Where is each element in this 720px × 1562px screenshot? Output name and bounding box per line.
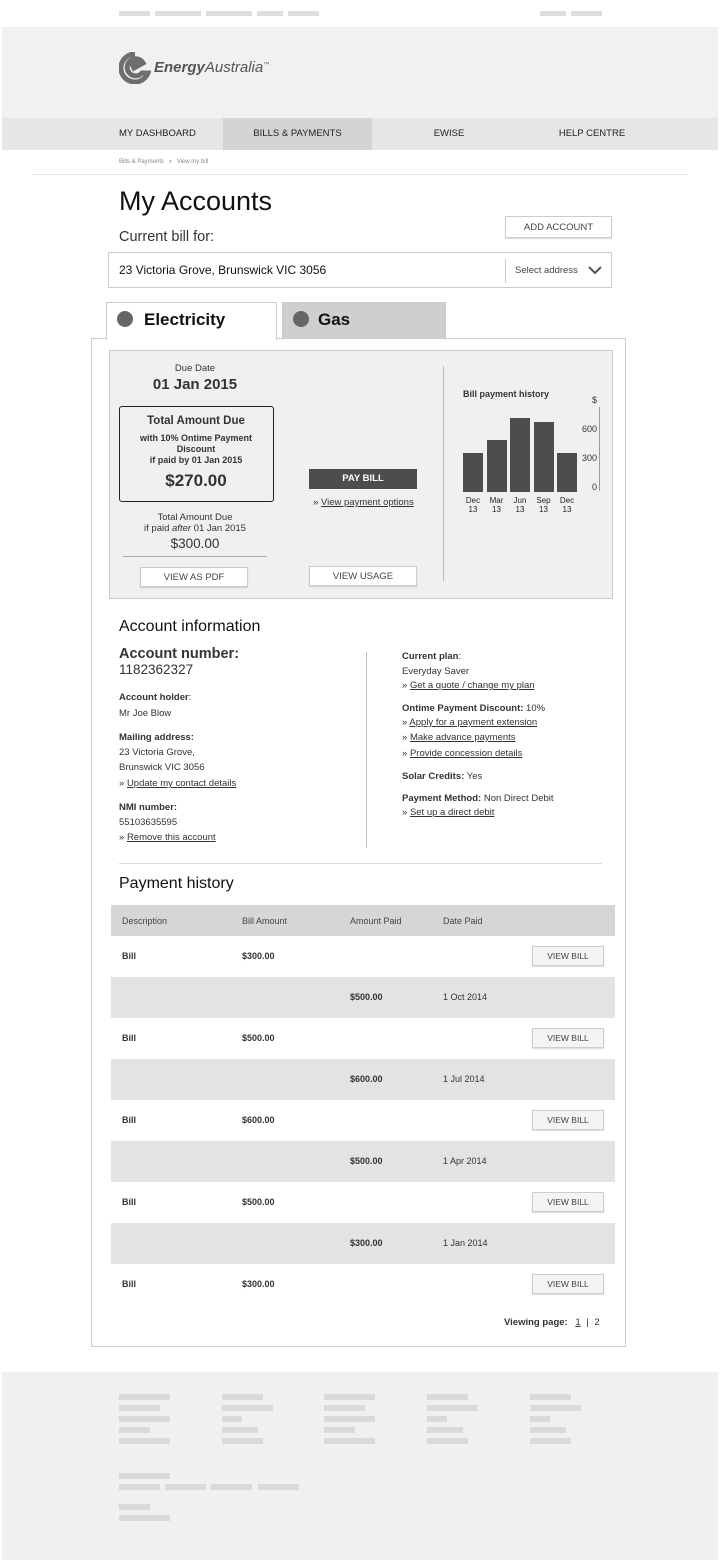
nmi-label: NMI number: xyxy=(119,802,178,813)
account-number: 1182362327 xyxy=(119,662,194,677)
update-contact: » Update my contact details xyxy=(119,778,237,789)
footer-link-placeholder[interactable] xyxy=(119,1427,150,1433)
chart-y-axis-label: $ xyxy=(592,395,598,405)
nav-item-help-centre[interactable]: HELP CENTRE xyxy=(558,128,626,139)
link-marker: » xyxy=(313,497,319,508)
column-header: Date Paid xyxy=(443,916,483,926)
divider xyxy=(32,174,688,175)
divider xyxy=(505,259,506,283)
footer-link-placeholder[interactable] xyxy=(119,1515,170,1521)
change-plan-link[interactable]: Get a quote / change my plan xyxy=(409,680,535,691)
utility-link-placeholder[interactable] xyxy=(540,11,566,16)
pagination xyxy=(504,1317,600,1328)
utility-link-placeholder[interactable] xyxy=(119,11,150,16)
total-due-title: Total Amount Due xyxy=(147,415,245,427)
x-tick-label: Dec xyxy=(465,496,481,505)
footer-link-placeholder[interactable] xyxy=(530,1427,566,1433)
site-footer xyxy=(2,1372,718,1560)
due-date-label: Due Date xyxy=(174,363,216,374)
footer-link-placeholder[interactable] xyxy=(222,1416,242,1422)
x-tick-label: Mar xyxy=(489,496,504,505)
chart-bar xyxy=(510,418,530,492)
x-tick-label: 13 xyxy=(492,505,501,514)
chart-bar xyxy=(487,440,507,492)
after-due-condition: if paid after 01 Jan 2015 xyxy=(144,523,246,534)
page-title: My Accounts xyxy=(119,186,273,216)
bill-summary xyxy=(109,350,613,599)
mailing-address-line: 23 Victoria Grove, xyxy=(119,747,195,758)
current-plan-label: Current plan: xyxy=(402,651,462,662)
utility-link-placeholder[interactable] xyxy=(155,11,201,16)
payment-extension: » Apply for a payment extension xyxy=(402,717,538,728)
table-row xyxy=(111,1182,615,1223)
x-tick-label: 13 xyxy=(562,505,572,514)
cell-description: Bill xyxy=(122,1115,137,1125)
cell-description: Bill xyxy=(122,1033,137,1043)
direct-debit: » Set up a direct debit xyxy=(402,807,495,818)
cell-date-paid: 1 Apr 2014 xyxy=(443,1156,487,1166)
column-header: Bill Amount xyxy=(242,916,288,926)
utility-link-placeholder[interactable] xyxy=(571,11,602,16)
footer-link-placeholder[interactable] xyxy=(119,1416,170,1422)
advance-payments-link[interactable]: Make advance payments xyxy=(409,732,516,743)
pagination-label: Viewing page: xyxy=(504,1317,568,1328)
address-selector[interactable] xyxy=(108,252,612,288)
change-plan: » Get a quote / change my plan xyxy=(402,680,535,691)
footer-link-placeholder[interactable] xyxy=(530,1416,550,1422)
view-bill-button[interactable]: VIEW BILL xyxy=(532,1028,604,1048)
cell-date-paid: 1 Jul 2014 xyxy=(443,1074,485,1084)
tab-label: Gas xyxy=(318,310,351,329)
electricity-dot-icon xyxy=(117,311,133,327)
table-row xyxy=(111,1018,615,1059)
discount-line: if paid by 01 Jan 2015 xyxy=(149,455,243,465)
table-row xyxy=(111,1059,615,1100)
footer-link-placeholder[interactable] xyxy=(427,1405,478,1411)
cell-date-paid: 1 Jan 2014 xyxy=(443,1238,488,1248)
footer-link-placeholder[interactable] xyxy=(324,1416,375,1422)
payment-method: Payment Method: Non Direct Debit xyxy=(402,793,554,804)
footer-link-placeholder[interactable] xyxy=(119,1438,170,1444)
account-holder: Mr Joe Blow xyxy=(119,708,172,719)
chart-y-axis xyxy=(599,407,600,491)
tab-gas[interactable] xyxy=(282,302,446,339)
cell-description: Bill xyxy=(122,1279,137,1289)
footer-link-placeholder[interactable] xyxy=(258,1484,299,1490)
divider xyxy=(443,366,444,581)
energyaustralia-e-logo-icon[interactable] xyxy=(119,52,151,84)
table-row xyxy=(111,977,615,1018)
footer-link-placeholder[interactable] xyxy=(211,1484,252,1490)
main-nav xyxy=(2,118,718,150)
cell-amount-paid: $500.00 xyxy=(350,992,383,1002)
direct-debit-link[interactable]: Set up a direct debit xyxy=(409,807,495,818)
view-payment-options-link[interactable]: View payment options xyxy=(320,497,414,508)
discount-line: with 10% Ontime Payment xyxy=(139,433,253,443)
cell-amount-paid: $500.00 xyxy=(350,1156,383,1166)
cell-description: Bill xyxy=(122,951,137,961)
payment-options xyxy=(313,497,414,508)
y-tick-label: 300 xyxy=(581,453,597,463)
payment-history-heading: Payment history xyxy=(119,875,234,892)
footer-link-placeholder[interactable] xyxy=(119,1484,160,1490)
footer-link-placeholder[interactable] xyxy=(530,1438,571,1444)
discounted-amount: $270.00 xyxy=(165,471,227,490)
column-header: Description xyxy=(122,916,168,926)
footer-link-placeholder[interactable] xyxy=(324,1394,375,1400)
utility-link-placeholder[interactable] xyxy=(288,11,319,16)
footer-link-placeholder[interactable] xyxy=(324,1438,375,1444)
discount-amount-box xyxy=(119,406,274,502)
breadcrumb-separator: » xyxy=(168,159,173,165)
view-usage-button[interactable]: VIEW USAGE xyxy=(309,566,417,586)
cell-bill-amount: $300.00 xyxy=(242,1279,275,1289)
footer-link-placeholder[interactable] xyxy=(119,1504,150,1510)
table-row xyxy=(111,1223,615,1264)
address-value: 23 Victoria Grove, Brunswick VIC 3056 xyxy=(119,263,327,277)
footer-link-placeholder[interactable] xyxy=(324,1405,365,1411)
tab-electricity[interactable] xyxy=(106,302,277,340)
update-contact-link[interactable]: Update my contact details xyxy=(126,778,237,789)
table-row xyxy=(111,1100,615,1141)
chart-bar xyxy=(557,453,577,492)
footer-link-placeholder[interactable] xyxy=(530,1394,571,1400)
breadcrumb xyxy=(119,159,208,165)
site-header xyxy=(2,27,718,118)
payment-extension-link[interactable]: Apply for a payment extension xyxy=(409,717,538,728)
chart-title: Bill payment history xyxy=(463,389,550,399)
ontime-discount: Ontime Payment Discount: 10% xyxy=(402,703,546,714)
cell-bill-amount: $500.00 xyxy=(242,1033,275,1043)
divider xyxy=(366,652,367,848)
footer-link-placeholder[interactable] xyxy=(222,1438,263,1444)
account-info-heading: Account information xyxy=(119,618,261,635)
remove-account-link[interactable]: Remove this account xyxy=(126,832,216,843)
nmi-number: 55103635595 xyxy=(119,817,178,828)
current-bill-label: Current bill for: xyxy=(119,229,215,245)
pay-bill-button[interactable]: PAY BILL xyxy=(309,469,417,489)
x-tick-label: Sep xyxy=(536,496,551,505)
footer-link-placeholder[interactable] xyxy=(427,1427,463,1433)
utility-link-placeholder[interactable] xyxy=(206,11,252,16)
cell-date-paid: 1 Oct 2014 xyxy=(443,992,488,1002)
concession-link[interactable]: Provide concession details xyxy=(409,748,523,759)
utility-bar xyxy=(0,0,720,27)
add-account-button[interactable]: ADD ACCOUNT xyxy=(505,216,612,238)
cell-amount-paid: $300.00 xyxy=(350,1238,383,1248)
footer-link-placeholder[interactable] xyxy=(222,1405,273,1411)
after-due-title: Total Amount Due xyxy=(157,512,233,523)
view-bill-button[interactable]: VIEW BILL xyxy=(532,946,604,966)
table-row xyxy=(111,1141,615,1182)
view-bill-button[interactable]: VIEW BILL xyxy=(532,1110,604,1130)
footer-link-placeholder[interactable] xyxy=(222,1394,263,1400)
account-number-label: Account number: xyxy=(119,646,240,662)
remove-account: » Remove this account xyxy=(119,832,216,843)
x-tick-label: 13 xyxy=(515,505,525,514)
breadcrumb-link[interactable]: Bills & Payments xyxy=(119,159,165,165)
cell-bill-amount: $600.00 xyxy=(242,1115,275,1125)
brand-name[interactable]: EnergyAustralia™ xyxy=(154,59,270,76)
footer-link-placeholder[interactable] xyxy=(427,1416,447,1422)
cell-amount-paid: $600.00 xyxy=(350,1074,383,1084)
table-row xyxy=(111,936,615,977)
chart-bar xyxy=(534,422,554,492)
x-tick-label: Dec xyxy=(559,496,575,505)
view-as-pdf-button[interactable]: VIEW AS PDF xyxy=(140,567,248,587)
footer-link-placeholder[interactable] xyxy=(427,1394,468,1400)
breadcrumb-current: View my bill xyxy=(176,159,209,165)
x-tick-label: 13 xyxy=(468,505,478,514)
advance-payments: » Make advance payments xyxy=(402,732,516,743)
account-holder-label: Account holder: xyxy=(119,692,192,703)
utility-link-placeholder[interactable] xyxy=(257,11,283,16)
page-link-1[interactable]: 1 xyxy=(575,1317,581,1328)
column-header: Amount Paid xyxy=(350,916,402,926)
bill-payment-history-chart xyxy=(462,391,582,531)
footer-link-placeholder[interactable] xyxy=(119,1394,170,1400)
footer-link-placeholder[interactable] xyxy=(119,1473,170,1479)
footer-link-placeholder[interactable] xyxy=(119,1405,160,1411)
cell-description: Bill xyxy=(122,1197,137,1207)
nav-item-ewise[interactable]: EWISE xyxy=(433,128,465,139)
divider xyxy=(123,556,267,557)
gas-dot-icon xyxy=(293,311,309,327)
nav-item-my-dashboard[interactable]: MY DASHBOARD xyxy=(119,128,196,139)
footer-link-placeholder[interactable] xyxy=(427,1438,468,1444)
solar-credits: Solar Credits: Yes xyxy=(402,771,483,782)
mailing-address-label: Mailing address: xyxy=(119,732,194,743)
x-tick-label: 13 xyxy=(539,505,548,514)
cell-bill-amount: $300.00 xyxy=(242,951,275,961)
cell-bill-amount: $500.00 xyxy=(242,1197,275,1207)
view-bill-button[interactable]: VIEW BILL xyxy=(532,1192,604,1212)
concession: » Provide concession details xyxy=(402,748,523,759)
page-separator: | xyxy=(586,1317,589,1328)
page-link-2[interactable]: 2 xyxy=(594,1317,600,1328)
discount-line: Discount xyxy=(176,444,216,454)
table-row xyxy=(111,1264,615,1305)
chart-bar xyxy=(463,453,483,492)
chevron-down-icon[interactable] xyxy=(587,263,603,277)
view-bill-button[interactable]: VIEW BILL xyxy=(532,1274,604,1294)
select-address-label[interactable]: Select address xyxy=(515,265,578,276)
due-date: 01 Jan 2015 xyxy=(152,376,238,393)
divider xyxy=(119,863,602,864)
full-amount: $300.00 xyxy=(170,536,220,551)
x-tick-label: Jun xyxy=(513,496,527,505)
footer-link-placeholder[interactable] xyxy=(165,1484,206,1490)
nav-item-bills-payments[interactable]: BILLS & PAYMENTS xyxy=(223,118,372,150)
y-tick-label: 0 xyxy=(591,482,597,492)
footer-link-placeholder[interactable] xyxy=(324,1427,355,1433)
y-tick-label: 600 xyxy=(581,424,597,434)
footer-link-placeholder[interactable] xyxy=(222,1427,258,1433)
table-header xyxy=(111,905,615,936)
tab-label: Electricity xyxy=(144,310,226,329)
mailing-address-line: Brunswick VIC 3056 xyxy=(119,762,205,773)
footer-link-placeholder[interactable] xyxy=(530,1405,581,1411)
current-plan: Everyday Saver xyxy=(402,666,470,677)
